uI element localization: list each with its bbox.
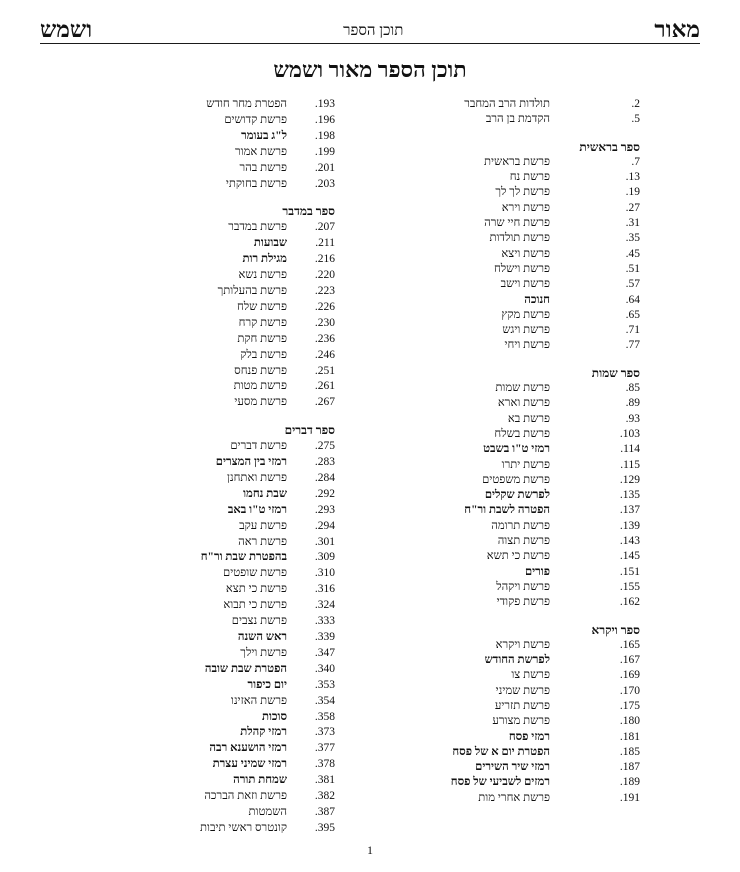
toc-entry xyxy=(428,277,640,292)
toc-entry-page-number: 27. xyxy=(625,201,640,214)
toc-entry-page-number: 196. xyxy=(314,113,335,126)
toc-entry xyxy=(428,97,640,112)
toc-section xyxy=(163,204,335,411)
toc-entry-title: רמזי שיר השירים xyxy=(475,761,550,774)
toc-entry xyxy=(163,566,335,582)
toc-entry-title: רמזי שמיני עצרת xyxy=(212,758,287,771)
header-section-label: תוכן הספר xyxy=(343,23,404,39)
toc-entry-page-number: 51. xyxy=(625,262,640,275)
toc-entry-title: הקדמת בן הרב xyxy=(485,113,550,126)
toc-entry-page-number: 162. xyxy=(619,596,640,609)
toc-entry xyxy=(428,714,640,729)
toc-entry xyxy=(428,565,640,580)
toc-entry-page-number: 57. xyxy=(625,278,640,291)
toc-entry-title: בהפטרת שבת ור"ח xyxy=(200,551,287,564)
toc-entry-title: הפטרת יום א של פסח xyxy=(452,745,550,758)
toc-entry-page-number: 135. xyxy=(619,489,640,502)
toc-entry xyxy=(163,805,335,821)
toc-entry-page-number: 7. xyxy=(631,155,640,168)
toc-entry xyxy=(163,678,335,694)
toc-entry xyxy=(163,662,335,678)
toc-entry-title: פרשת בלק xyxy=(240,348,287,361)
toc-entry-page-number: 230. xyxy=(314,316,335,329)
toc-entry xyxy=(428,699,640,714)
toc-entry-title: פרשת בהר xyxy=(239,161,287,174)
toc-entry-title: פרשת ויגש xyxy=(502,324,550,337)
toc-entry-page-number: 167. xyxy=(619,654,640,667)
toc-entry-title: פרשת ראה xyxy=(238,535,287,548)
toc-entry-page-number: 85. xyxy=(625,382,640,395)
toc-section xyxy=(428,97,640,128)
toc-entry xyxy=(428,791,640,806)
toc-entry xyxy=(428,293,640,308)
toc-entry xyxy=(163,821,335,837)
toc-entry-page-number: 283. xyxy=(314,456,335,469)
toc-entry-page-number: 13. xyxy=(625,171,640,184)
toc-entry-title: פרשת במדבר xyxy=(228,221,287,234)
toc-entry-title: תולדות הרב המחבר xyxy=(464,98,550,110)
toc-entry-page-number: 201. xyxy=(314,161,335,174)
toc-entry xyxy=(428,595,640,610)
toc-entry-page-number: 5. xyxy=(631,113,640,126)
toc-entry-page-number: 115. xyxy=(620,458,640,471)
toc-entry xyxy=(163,252,335,268)
toc-entry xyxy=(428,338,640,353)
toc-entry-page-number: 203. xyxy=(314,177,335,190)
toc-entry-page-number: 35. xyxy=(625,232,640,245)
toc-entry xyxy=(163,113,335,129)
toc-entry-title: יום כיפור xyxy=(247,678,287,691)
toc-entry-page-number: 180. xyxy=(619,715,640,728)
toc-entry xyxy=(163,550,335,566)
toc-entry-title: פרשת מצורע xyxy=(492,715,550,728)
toc-entry xyxy=(163,439,335,455)
toc-entry xyxy=(163,646,335,662)
toc-entry-title: פרשת מטות xyxy=(233,380,287,393)
toc-entry-title: פרשת בהעלותך xyxy=(217,284,287,297)
toc-entry xyxy=(163,177,335,193)
toc-entry-title: פרשת תולדות xyxy=(489,232,550,245)
toc-entry-page-number: 151. xyxy=(619,565,640,578)
toc-entry-title: הפטרת שבת שובה xyxy=(204,662,287,675)
folio-page-number: 1 xyxy=(367,843,373,857)
toc-entry-title: פורים xyxy=(524,565,550,578)
toc-entry-title: ל"ג בעומר xyxy=(241,129,287,142)
toc-section xyxy=(163,97,335,192)
toc-entry xyxy=(163,535,335,551)
toc-entry-page-number: 93. xyxy=(625,412,640,425)
toc-entry xyxy=(163,145,335,161)
toc-entry-page-number: 19. xyxy=(625,186,640,199)
toc-entry-title: פרשת תרומה xyxy=(491,519,550,532)
toc-entry-page-number: 71. xyxy=(625,324,640,337)
toc-entry-page-number: 2. xyxy=(631,98,640,110)
toc-entry xyxy=(163,710,335,726)
toc-entry xyxy=(428,323,640,338)
toc-entry xyxy=(163,630,335,646)
toc-entry-page-number: 199. xyxy=(314,145,335,158)
toc-entry-page-number: 211. xyxy=(315,237,335,250)
toc-entry-title: פרשת כי תבוא xyxy=(223,599,287,612)
toc-entry-page-number: 358. xyxy=(314,710,335,723)
toc-entry-title: לפרשת החודש xyxy=(484,654,550,667)
toc-entry-page-number: 340. xyxy=(314,662,335,675)
toc-entry xyxy=(428,638,640,653)
toc-entry-page-number: 226. xyxy=(314,300,335,313)
toc-entry xyxy=(163,268,335,284)
toc-entry-page-number: 185. xyxy=(619,745,640,758)
toc-entry xyxy=(163,348,335,364)
section-header: ספר במדבר xyxy=(282,204,335,219)
toc-entry-title: פרשת אמור xyxy=(234,145,287,158)
toc-entry-title: פרשת אחרי מות xyxy=(478,791,550,804)
toc-entry xyxy=(428,201,640,216)
toc-section xyxy=(163,423,335,837)
toc-entry-page-number: 267. xyxy=(314,396,335,409)
toc-entry-page-number: 353. xyxy=(314,678,335,691)
toc-entry-title: פרשת תצוה xyxy=(497,535,550,548)
toc-entry xyxy=(428,668,640,683)
toc-entry xyxy=(163,741,335,757)
toc-entry xyxy=(163,332,335,348)
toc-entry-page-number: 143. xyxy=(619,535,640,548)
toc-entry xyxy=(428,396,640,411)
toc-entry-title: פרשת ויצא xyxy=(501,247,550,260)
toc-entry-page-number: 378. xyxy=(314,758,335,771)
section-header: ספר דברים xyxy=(284,423,335,438)
toc-entry-title: רמזי קהלת xyxy=(240,726,287,739)
toc-entry-page-number: 309. xyxy=(314,551,335,564)
toc-entry-title: שבועות xyxy=(253,237,287,250)
toc-entry-title: פרשת בראשית xyxy=(484,155,550,168)
toc-entry xyxy=(163,395,335,411)
toc-entry-page-number: 77. xyxy=(625,339,640,352)
toc-section xyxy=(428,366,640,611)
toc-entry-title: רמזי פסח xyxy=(508,730,550,743)
toc-entry-page-number: 155. xyxy=(619,580,640,593)
toc-entry xyxy=(163,773,335,789)
toc-entry-title: פרשת ויחי xyxy=(504,339,550,352)
toc-entry-page-number: 294. xyxy=(314,519,335,532)
toc-entry-title: פרשת דברים xyxy=(230,440,287,453)
toc-entry xyxy=(428,745,640,760)
toc-entry-title: פרשת משפטים xyxy=(482,473,550,486)
toc-entry-title: פרשת האזינו xyxy=(230,694,287,707)
toc-entry xyxy=(163,455,335,471)
toc-content xyxy=(0,83,740,837)
toc-entry-title: פרשת ואתחנן xyxy=(226,471,287,484)
toc-entry-title: פרשת נח xyxy=(509,171,550,184)
toc-entry xyxy=(428,412,640,427)
toc-entry xyxy=(163,487,335,503)
toc-entry-page-number: 377. xyxy=(314,742,335,755)
toc-entry-page-number: 31. xyxy=(625,217,640,230)
toc-entry xyxy=(428,549,640,564)
toc-entry-page-number: 175. xyxy=(619,699,640,712)
section-header: ספר שמות xyxy=(591,365,640,380)
toc-entry-page-number: 181. xyxy=(619,730,640,743)
toc-entry xyxy=(428,653,640,668)
toc-entry-title: פרשת בשלח xyxy=(494,427,550,440)
toc-entry xyxy=(428,381,640,396)
toc-entry xyxy=(163,97,335,113)
toc-entry xyxy=(163,379,335,395)
toc-entry-title: הפטרת מחר חודש xyxy=(206,98,287,110)
toc-entry-page-number: 395. xyxy=(314,821,335,834)
toc-entry xyxy=(163,364,335,380)
toc-entry-page-number: 65. xyxy=(625,308,640,321)
toc-entry-title: פרשת וארא xyxy=(497,397,550,410)
toc-entry-title: רמזי הושענא רבה xyxy=(209,742,287,755)
toc-entry xyxy=(428,262,640,277)
toc-entry-title: פרשת וילך xyxy=(240,646,287,659)
toc-entry-page-number: 324. xyxy=(314,599,335,612)
toc-entry-title: פרשת עקב xyxy=(239,519,287,532)
toc-entry-title: לפרשת שקלים xyxy=(484,489,550,502)
toc-entry-page-number: 284. xyxy=(314,471,335,484)
toc-entry-page-number: 381. xyxy=(314,774,335,787)
toc-column-right xyxy=(428,97,640,837)
toc-entry-title: הפטרה לשבת ור"ח xyxy=(464,504,550,517)
toc-entry-page-number: 189. xyxy=(619,776,640,789)
toc-entry xyxy=(163,316,335,332)
toc-entry-page-number: 169. xyxy=(619,669,640,682)
toc-entry-title: פרשת וישב xyxy=(500,278,550,291)
section-header: ספר בראשית xyxy=(579,139,640,154)
toc-entry xyxy=(163,614,335,630)
toc-entry xyxy=(163,284,335,300)
toc-entry-page-number: 139. xyxy=(619,519,640,532)
toc-entry-page-number: 198. xyxy=(314,129,335,142)
toc-entry-title: ראש השנה xyxy=(237,631,287,643)
toc-entry-page-number: 220. xyxy=(314,269,335,282)
toc-entry xyxy=(428,684,640,699)
toc-entry-page-number: 191. xyxy=(619,791,640,804)
toc-entry-title: סוכות xyxy=(261,710,287,723)
toc-entry-page-number: 333. xyxy=(314,615,335,628)
toc-entry-title: פרשת וישלח xyxy=(494,262,550,275)
toc-entry-title: רמזי בין המצרים xyxy=(215,456,287,469)
toc-entry-title: פרשת פקודי xyxy=(496,596,550,609)
toc-entry-title: פרשת יתרו xyxy=(501,458,550,471)
toc-entry-page-number: 89. xyxy=(625,397,640,410)
toc-entry xyxy=(428,580,640,595)
toc-entry-page-number: 261. xyxy=(314,380,335,393)
toc-entry xyxy=(163,757,335,773)
toc-entry-page-number: 64. xyxy=(625,293,640,306)
toc-entry xyxy=(163,129,335,145)
toc-entry xyxy=(428,247,640,262)
running-header xyxy=(40,0,700,44)
toc-entry xyxy=(428,112,640,127)
toc-entry-page-number: 216. xyxy=(314,253,335,266)
toc-section xyxy=(428,140,640,354)
toc-entry-page-number: 339. xyxy=(314,631,335,643)
toc-entry-page-number: 354. xyxy=(314,694,335,707)
toc-entry-page-number: 145. xyxy=(619,550,640,563)
toc-entry xyxy=(163,220,335,236)
toc-entry xyxy=(163,789,335,805)
toc-entry-title: פרשת חיי שרה xyxy=(484,217,550,230)
toc-entry-page-number: 223. xyxy=(314,284,335,297)
toc-entry xyxy=(428,519,640,534)
toc-entry-page-number: 347. xyxy=(314,646,335,659)
toc-entry xyxy=(163,725,335,741)
toc-entry xyxy=(428,170,640,185)
toc-entry-page-number: 114. xyxy=(620,443,640,456)
toc-entry xyxy=(163,694,335,710)
toc-entry xyxy=(428,458,640,473)
toc-entry-title: פרשת בא xyxy=(507,412,550,425)
toc-entry-title: פרשת תזריע xyxy=(494,699,550,712)
toc-entry-title: פרשת ויקרא xyxy=(495,638,550,651)
header-book-title-right: מאור xyxy=(654,17,700,42)
toc-entry xyxy=(428,473,640,488)
toc-entry xyxy=(163,582,335,598)
toc-entry-title: פרשת וזאת הברכה xyxy=(204,790,287,803)
toc-entry-title: פרשת צו xyxy=(511,669,550,682)
toc-entry xyxy=(163,598,335,614)
toc-entry-title: רמזי ט"ו בשבט xyxy=(483,443,550,456)
toc-entry-page-number: 193. xyxy=(314,98,335,110)
toc-entry-title: חנוכה xyxy=(524,293,550,306)
toc-entry xyxy=(428,155,640,170)
toc-entry xyxy=(428,427,640,442)
toc-section xyxy=(428,623,640,807)
toc-entry-title: פרשת שופטים xyxy=(223,567,287,580)
toc-entry-title: פרשת פנחס xyxy=(234,364,287,377)
toc-entry-title: פרשת מקץ xyxy=(501,308,550,321)
toc-entry-page-number: 236. xyxy=(314,332,335,345)
toc-entry-page-number: 170. xyxy=(619,684,640,697)
toc-entry-page-number: 316. xyxy=(314,583,335,596)
toc-entry-page-number: 251. xyxy=(314,364,335,377)
toc-entry-title: פרשת קדושים xyxy=(224,113,287,126)
toc-entry-title: פרשת בחוקתי xyxy=(225,177,287,190)
toc-entry xyxy=(163,503,335,519)
toc-entry xyxy=(428,488,640,503)
toc-entry-page-number: 45. xyxy=(625,247,640,260)
toc-entry xyxy=(428,185,640,200)
toc-entry xyxy=(428,760,640,775)
section-header: ספר ויקרא xyxy=(591,622,640,637)
toc-entry xyxy=(163,471,335,487)
toc-entry-page-number: 129. xyxy=(619,473,640,486)
toc-entry-page-number: 207. xyxy=(314,221,335,234)
toc-entry-title: פרשת וירא xyxy=(501,201,550,214)
toc-entry-title: פרשת שמיני xyxy=(495,684,550,697)
toc-entry xyxy=(428,534,640,549)
toc-entry-page-number: 165. xyxy=(619,638,640,651)
toc-entry-title: פרשת נשא xyxy=(238,269,287,282)
toc-entry-page-number: 137. xyxy=(619,504,640,517)
toc-entry xyxy=(163,236,335,252)
toc-entry xyxy=(428,216,640,231)
toc-entry xyxy=(428,730,640,745)
toc-entry-title: רמזים לשביעי של פסח xyxy=(450,776,550,789)
toc-entry xyxy=(163,161,335,177)
toc-entry-page-number: 275. xyxy=(314,440,335,453)
toc-entry xyxy=(428,775,640,790)
toc-entry-title: פרשת נצבים xyxy=(231,615,287,628)
toc-entry-page-number: 382. xyxy=(314,790,335,803)
toc-entry-title: פרשת שמות xyxy=(495,382,550,395)
toc-entry-title: מגילת רות xyxy=(242,253,287,266)
toc-entry-title: שמחת תורה xyxy=(233,774,287,787)
toc-entry xyxy=(428,503,640,518)
toc-entry-page-number: 293. xyxy=(314,503,335,516)
toc-entry-title: רמזי ט"ו באב xyxy=(227,503,287,516)
toc-entry-title: פרשת לך לך xyxy=(495,186,550,199)
toc-entry xyxy=(163,519,335,535)
toc-entry-title: שבת נחמו xyxy=(243,487,287,500)
toc-entry-page-number: 103. xyxy=(619,427,640,440)
toc-entry-title: פרשת כי תצא xyxy=(225,583,287,596)
toc-entry xyxy=(428,442,640,457)
toc-entry-page-number: 310. xyxy=(314,567,335,580)
header-book-title-left: ושמש xyxy=(40,17,93,42)
toc-entry-title: קונטרס ראשי תיבות xyxy=(200,821,287,834)
toc-entry-title: השמטות xyxy=(248,805,287,818)
page-title: תוכן הספר מאור ושמש xyxy=(273,57,467,82)
toc-entry-page-number: 301. xyxy=(314,535,335,548)
toc-entry-title: פרשת כי תשא xyxy=(486,550,550,563)
toc-entry-page-number: 373. xyxy=(314,726,335,739)
toc-entry-title: פרשת ויקהל xyxy=(496,580,550,593)
toc-column-left xyxy=(163,97,335,837)
toc-entry-page-number: 246. xyxy=(314,348,335,361)
toc-entry-title: פרשת חקת xyxy=(237,332,287,345)
toc-entry-title: פרשת קרח xyxy=(238,316,287,329)
toc-entry-page-number: 292. xyxy=(314,487,335,500)
toc-entry-title: פרשת מסעי xyxy=(234,396,287,409)
toc-entry-page-number: 187. xyxy=(619,761,640,774)
toc-entry xyxy=(163,300,335,316)
toc-entry-title: פרשת שלח xyxy=(236,300,287,313)
toc-entry xyxy=(428,231,640,246)
toc-entry-page-number: 387. xyxy=(314,805,335,818)
toc-entry xyxy=(428,308,640,323)
